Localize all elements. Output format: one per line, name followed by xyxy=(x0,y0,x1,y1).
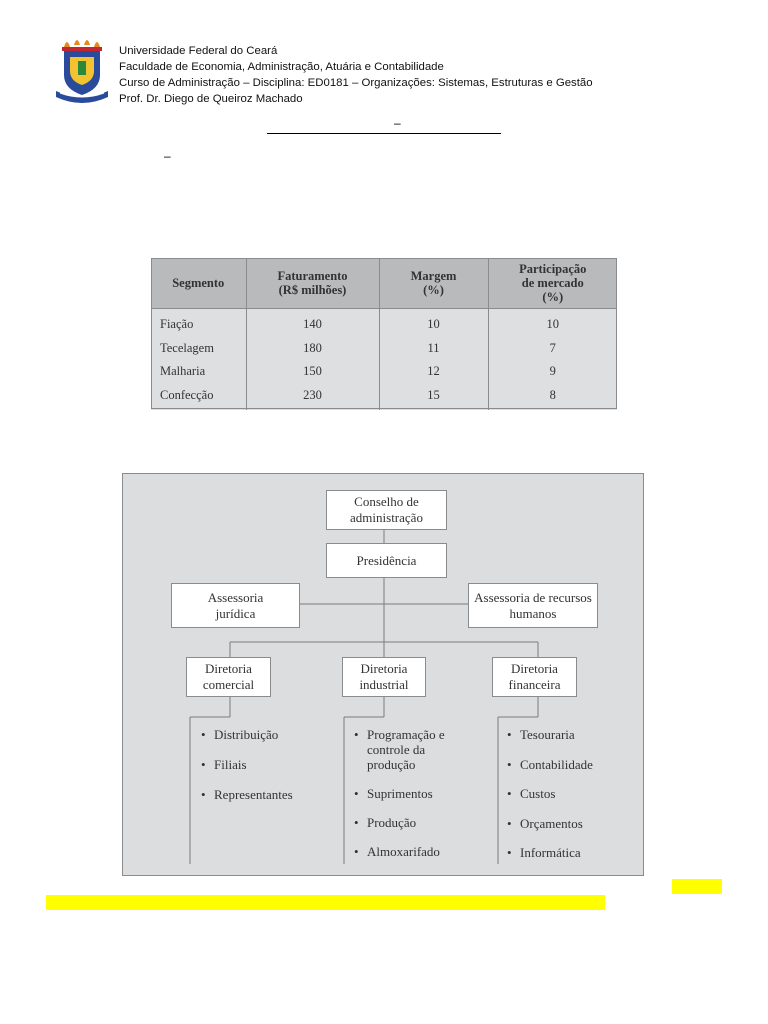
col-margin: Margem (%) xyxy=(379,258,488,309)
sub-dash: – xyxy=(164,149,171,163)
table-row xyxy=(151,309,617,337)
table-row xyxy=(151,360,617,384)
col-revenue: Faturamento (R$ milhões) xyxy=(246,258,379,309)
cell-segment: Fiação xyxy=(151,309,246,337)
faculty-name: Faculdade de Economia, Administração, Atuária e Contabilidade xyxy=(119,61,444,73)
institution-header xyxy=(119,43,593,107)
org-chart xyxy=(122,473,644,876)
col-segment: Segmento xyxy=(151,258,246,309)
list-item: • Tesouraria xyxy=(507,727,637,742)
cell-share: 9 xyxy=(488,360,617,384)
list-item: • Contabilidade xyxy=(507,757,637,772)
hr-advisory-box: Assessoria de recursos humanos xyxy=(468,583,598,628)
cell-revenue: 140 xyxy=(246,309,379,337)
cell-revenue: 180 xyxy=(246,337,379,361)
highlight-mark-long xyxy=(46,895,605,910)
cell-segment: Malharia xyxy=(151,360,246,384)
industrial-list xyxy=(354,727,474,859)
cell-margin: 15 xyxy=(379,384,488,411)
presidency-box: Presidência xyxy=(326,543,447,578)
cell-segment: Tecelagem xyxy=(151,337,246,361)
financial-list xyxy=(507,727,637,860)
cell-share: 7 xyxy=(488,337,617,361)
list-item: • Custos xyxy=(507,786,637,801)
list-item: • Orçamentos xyxy=(507,816,637,831)
board-box: Conselho de administração xyxy=(326,490,447,530)
cell-margin: 12 xyxy=(379,360,488,384)
cell-revenue: 150 xyxy=(246,360,379,384)
col-market-share: Participação de mercado (%) xyxy=(488,258,617,309)
cell-share: 8 xyxy=(488,384,617,411)
course-discipline: Curso de Administração – Disciplina: ED0181 – Organizações: Sistemas, Estruturas e Gestão xyxy=(119,77,593,89)
list-item: • Programação e controle da produção xyxy=(354,727,474,772)
table-row xyxy=(151,384,617,411)
commercial-list xyxy=(201,727,331,802)
table-header-row xyxy=(151,258,617,309)
university-name: Universidade Federal do Ceará xyxy=(119,45,278,57)
cell-revenue: 230 xyxy=(246,384,379,411)
legal-advisory-box: Assessoria jurídica xyxy=(171,583,300,628)
list-item: • Filiais xyxy=(201,757,331,772)
cell-margin: 11 xyxy=(379,337,488,361)
financial-director-box: Diretoria financeira xyxy=(492,657,577,697)
table-row xyxy=(151,337,617,361)
cell-margin: 10 xyxy=(379,309,488,337)
highlight-mark-small xyxy=(672,879,722,894)
commercial-director-box: Diretoria comercial xyxy=(186,657,271,697)
cell-share: 10 xyxy=(488,309,617,337)
university-logo-icon xyxy=(54,33,110,107)
title-underline xyxy=(267,133,501,134)
professor-name: Prof. Dr. Diego de Queiroz Machado xyxy=(119,93,303,105)
industrial-director-box: Diretoria industrial xyxy=(342,657,426,697)
cell-segment: Confecção xyxy=(151,384,246,411)
list-item: • Almoxarifado xyxy=(354,844,474,859)
list-item: • Distribuição xyxy=(201,727,331,742)
title-dash: – xyxy=(394,116,401,130)
list-item: • Produção xyxy=(354,815,474,830)
list-item: • Suprimentos xyxy=(354,786,474,801)
list-item: • Informática xyxy=(507,845,637,860)
segments-table xyxy=(151,258,617,410)
list-item: • Representantes xyxy=(201,787,331,802)
